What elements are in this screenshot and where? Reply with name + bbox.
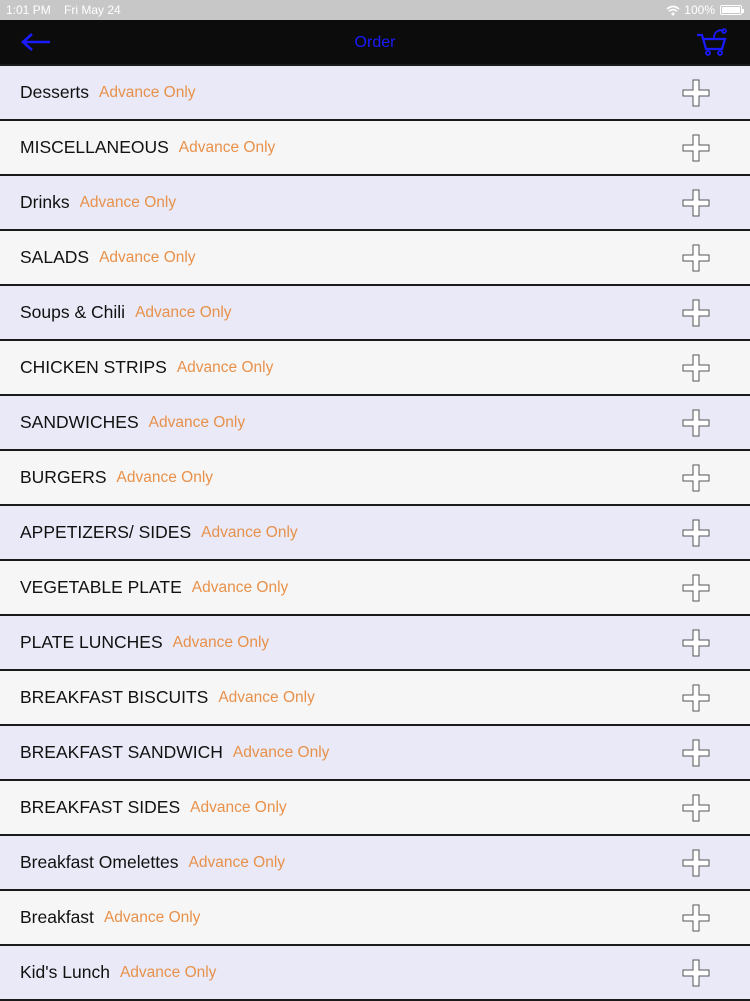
advance-only-tag: Advance Only [190, 798, 287, 816]
advance-only-tag: Advance Only [176, 358, 274, 376]
menu-category-row[interactable] [0, 561, 750, 616]
menu-category-list [0, 64, 750, 1001]
menu-category-row[interactable] [0, 231, 750, 286]
category-name: SANDWICHES [20, 412, 139, 432]
add-category-button[interactable] [682, 79, 710, 107]
add-category-button[interactable] [682, 849, 710, 877]
category-name: SALADS [20, 247, 90, 267]
status-date: Fri May 24 [64, 3, 121, 17]
status-time: 1:01 PM [6, 3, 51, 17]
menu-category-row[interactable] [0, 946, 750, 1001]
menu-category-row[interactable] [0, 671, 750, 726]
category-name: APPETIZERS/ SIDES [20, 522, 192, 542]
advance-only-tag: Advance Only [79, 193, 177, 211]
cart-icon [696, 27, 728, 57]
advance-only-tag: Advance Only [218, 688, 315, 706]
category-name: VEGETABLE PLATE [20, 577, 182, 597]
battery-icon [720, 5, 742, 15]
add-category-button[interactable] [682, 189, 710, 217]
plus-icon [682, 904, 710, 932]
advance-only-tag: Advance Only [188, 853, 286, 871]
add-category-button[interactable] [682, 574, 710, 602]
advance-only-tag: Advance Only [103, 908, 201, 926]
category-name: Drinks [20, 192, 70, 212]
advance-only-tag: Advance Only [99, 248, 196, 266]
category-name: BREAKFAST SANDWICH [20, 742, 223, 762]
add-category-button[interactable] [682, 739, 710, 767]
menu-category-row[interactable] [0, 341, 750, 396]
advance-only-tag: Advance Only [116, 468, 214, 486]
cart-button[interactable] [694, 26, 730, 58]
plus-icon [682, 739, 710, 767]
menu-category-row[interactable] [0, 451, 750, 506]
menu-category-row[interactable] [0, 616, 750, 671]
menu-category-row[interactable] [0, 121, 750, 176]
menu-category-row[interactable] [0, 176, 750, 231]
plus-icon [682, 464, 710, 492]
plus-icon [682, 684, 710, 712]
add-category-button[interactable] [682, 299, 710, 327]
category-name: Breakfast Omelettes [20, 852, 179, 872]
menu-category-row[interactable] [0, 836, 750, 891]
plus-icon [682, 794, 710, 822]
add-category-button[interactable] [682, 464, 710, 492]
category-name: BURGERS [20, 467, 107, 487]
category-name: MISCELLANEOUS [20, 137, 169, 157]
menu-category-row[interactable] [0, 891, 750, 946]
plus-icon [682, 519, 710, 547]
plus-icon [682, 354, 710, 382]
advance-only-tag: Advance Only [148, 413, 246, 431]
menu-category-row[interactable] [0, 286, 750, 341]
add-category-button[interactable] [682, 904, 710, 932]
advance-only-tag: Advance Only [99, 83, 196, 101]
plus-icon [682, 134, 710, 162]
add-category-button[interactable] [682, 244, 710, 272]
plus-icon [682, 959, 710, 987]
plus-icon [682, 409, 710, 437]
add-category-button[interactable] [682, 354, 710, 382]
advance-only-tag: Advance Only [135, 303, 232, 321]
category-name: BREAKFAST BISCUITS [20, 687, 209, 707]
page-title: Order [354, 34, 396, 51]
plus-icon [682, 574, 710, 602]
add-category-button[interactable] [682, 959, 710, 987]
advance-only-tag: Advance Only [178, 138, 276, 156]
category-name: Kid's Lunch [20, 962, 110, 982]
wifi-icon [666, 5, 680, 16]
menu-category-row[interactable] [0, 781, 750, 836]
add-category-button[interactable] [682, 409, 710, 437]
plus-icon [682, 629, 710, 657]
menu-category-row[interactable] [0, 66, 750, 121]
advance-only-tag: Advance Only [232, 743, 330, 761]
plus-icon [682, 189, 710, 217]
add-category-button[interactable] [682, 794, 710, 822]
add-category-button[interactable] [682, 519, 710, 547]
advance-only-tag: Advance Only [201, 523, 298, 541]
status-bar [0, 0, 750, 20]
category-name: Breakfast [20, 907, 94, 927]
menu-category-row[interactable] [0, 726, 750, 781]
menu-category-row[interactable] [0, 396, 750, 451]
add-category-button[interactable] [682, 629, 710, 657]
plus-icon [682, 299, 710, 327]
category-name: CHICKEN STRIPS [20, 357, 167, 377]
status-right [666, 0, 742, 20]
category-name: PLATE LUNCHES [20, 632, 163, 652]
advance-only-tag: Advance Only [119, 963, 217, 981]
category-name: Soups & Chili [20, 302, 126, 322]
advance-only-tag: Advance Only [191, 578, 289, 596]
add-category-button[interactable] [682, 684, 710, 712]
advance-only-tag: Advance Only [172, 633, 270, 651]
nav-bar [0, 20, 750, 64]
menu-category-row[interactable] [0, 506, 750, 561]
status-left [6, 0, 131, 20]
plus-icon [682, 79, 710, 107]
category-name: Desserts [20, 82, 90, 102]
plus-icon [682, 244, 710, 272]
category-name: BREAKFAST SIDES [20, 797, 181, 817]
battery-percent: 100% [684, 3, 715, 17]
plus-icon [682, 849, 710, 877]
add-category-button[interactable] [682, 134, 710, 162]
